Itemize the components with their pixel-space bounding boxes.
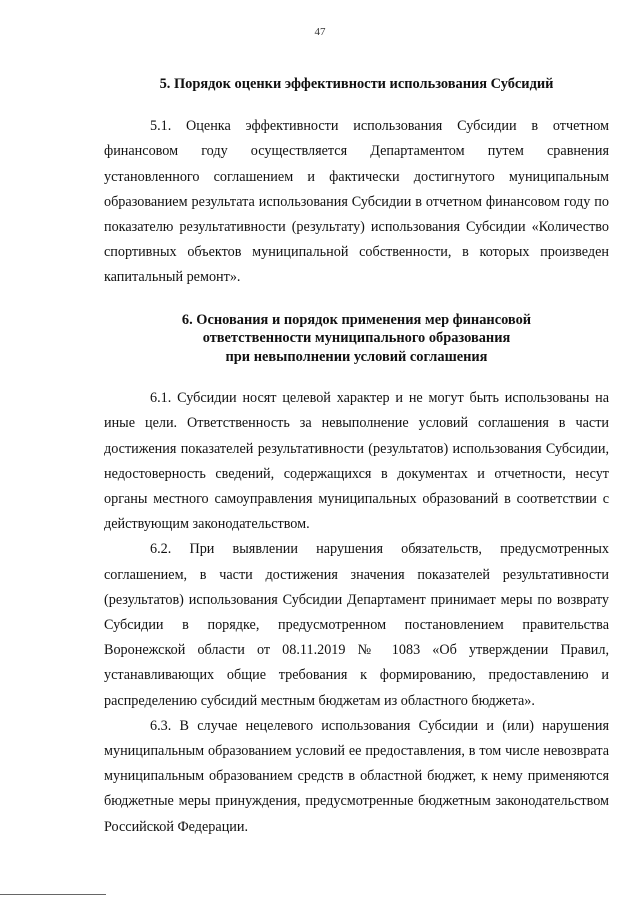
section-6-heading-line: при невыполнении условий соглашения <box>225 348 488 365</box>
paragraph-6-1: 6.1. Субсидии носят целевой характер и не могут быть использованы на иные цели. Ответственность за невыполнение условий соглашения в части достижения показателей результативности (результатов) использования Субсидии, недостоверность сведений, содержащихся в документах и отчетности, несут органы местного самоуправления муниципальных образований в соответствии с действующим законодательством. <box>104 390 609 533</box>
page-number: 47 <box>314 26 326 38</box>
paragraph-6-2: 6.2. При выявлении нарушения обязательств, предусмотренных соглашением, в части достижения значения показателей результативности (результатов) использования Субсидии Департамент принимает меры по возврату Субсидии в порядке, предусмотренном постановлением правительства Воронежской области от 08.11.2019 № 1083 «Об утверждении Правил, устанавливающих общие требования к формированию, предоставлению и распределению субсидий местным бюджетам из областного бюджета». <box>104 541 609 709</box>
section-5-heading: 5. Порядок оценки эффективности использования Субсидий <box>159 76 554 92</box>
section-6-heading <box>104 311 609 367</box>
section-6-heading-line: ответственности муниципального образования <box>202 330 511 347</box>
paragraph-5-1: 5.1. Оценка эффективности использования Субсидии в отчетном финансовом году осуществляется Департаментом путем сравнения установленного соглашением и фактически достигнутого муниципальным образованием результата использования Субсидии в отчетном финансовом году по показателю результативности (результату) использования Субсидии «Количество спортивных объектов муниципальной собственности, в которых произведен капитальный ремонт». <box>104 118 609 286</box>
paragraph-6-3: 6.3. В случае нецелевого использования Субсидии и (или) нарушения муниципальным образованием условий ее предоставления, в том числе невозврата муниципальным образованием средств в областной бюджет, к нему применяются бюджетные меры принуждения, предусмотренные бюджетным законодательством Российской Федерации. <box>104 717 609 835</box>
section-6-heading-line: 6. Основания и порядок применения мер финансовой <box>181 311 532 328</box>
document-body <box>104 72 609 840</box>
page-footer-divider <box>0 894 106 895</box>
